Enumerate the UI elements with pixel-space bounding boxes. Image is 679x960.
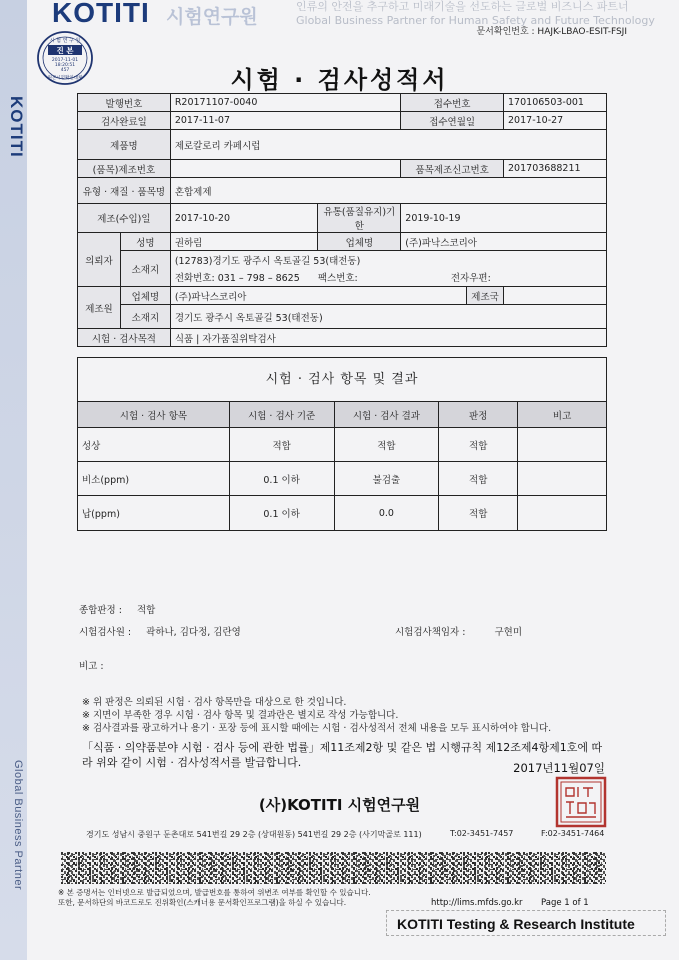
sidebar — [0, 0, 27, 960]
results-table — [77, 401, 607, 531]
results-title: 시험 · 검사 항목 및 결과 — [77, 357, 607, 401]
type-value: 혼합제제 — [170, 178, 606, 204]
complete-date-label: 검사완료일 — [78, 112, 171, 130]
report-no-label: 품목제조신고번호 — [401, 160, 504, 178]
testers-value: 곽하나, 김다정, 김란영 — [146, 627, 241, 638]
notes — [82, 696, 551, 735]
doc-confirm-label: 문서확인번호 : — [476, 27, 535, 37]
row-verdict: 적합 — [439, 496, 518, 531]
stamp-line-0: 시 험 연 구 원 — [49, 38, 81, 44]
row-item: 비소(ppm) — [78, 462, 230, 496]
row-result: 0.0 — [334, 496, 439, 531]
testers-label: 시험검사원 : — [79, 627, 132, 638]
receipt-date-label: 접수연월일 — [401, 112, 504, 130]
page-number: Page 1 of 1 — [541, 898, 589, 908]
logo-text: KOTITI — [52, 0, 150, 28]
mfg-no — [170, 160, 400, 178]
product-name-label: 제품명 — [78, 130, 171, 160]
client-company: (주)파낙스코리아 — [401, 233, 607, 251]
row-standard: 적합 — [229, 428, 334, 462]
tel: T:02-3451-7457 — [450, 829, 514, 838]
document-title: 시험 · 검사성적서 — [230, 66, 449, 94]
overall-value: 적합 — [136, 605, 156, 616]
product-name: 제로칼로리 카페시럽 — [170, 130, 606, 160]
client-contact — [170, 269, 606, 287]
col-verdict-header: 판정 — [439, 402, 518, 428]
purpose-label: 시험 · 검사목적 — [78, 329, 171, 347]
address: 경기도 성남시 중원구 둔촌대로 541번길 29 2층 (상대원동) 541번길 29 2층 (사기막골로 111) — [86, 830, 422, 839]
row-result: 적합 — [334, 428, 439, 462]
law-text: 「식품 · 의약품분야 시험 · 검사 등에 관한 법률」제11조제2항 및 같은 법 시행규칙 제12조제4항제1호에 따라 위와 같이 시험 · 검사성적서를 발급합니다. — [82, 741, 603, 769]
client-addr-label: 소재지 — [120, 251, 170, 287]
row-verdict: 적합 — [439, 428, 518, 462]
row-standard: 0.1 이하 — [229, 496, 334, 531]
results-header-row — [78, 402, 607, 428]
complete-date: 2017-11-07 — [170, 112, 400, 130]
purpose: 식품 | 자가품질위탁검사 — [170, 329, 606, 347]
slogan-en: Global Business Partner for Human Safety and Future Technology — [296, 14, 655, 27]
col-item-header: 시험 · 검사 항목 — [78, 402, 230, 428]
receipt-date: 2017-10-27 — [504, 112, 607, 130]
col-standard-header: 시험 · 검사 기준 — [229, 402, 334, 428]
client-fax: 팩스번호: — [317, 273, 358, 285]
doc-confirm-code: HAJK-LBAO-ESIT-FSJI — [537, 27, 627, 37]
expiry: 2019-10-19 — [401, 204, 607, 233]
overall-label: 종합판정 : — [79, 605, 122, 616]
stamp-line-2: 2017-11-01 — [51, 58, 79, 63]
stamp-line-5: 원본시험확인대체 — [47, 76, 83, 81]
official-seal — [555, 776, 607, 828]
manager — [395, 624, 522, 638]
maker-company: (주)파낙스코리아 — [170, 287, 466, 305]
col-note-header: 비고 — [518, 402, 607, 428]
manager-value: 구현미 — [494, 627, 523, 638]
footer-note-line: ※ 본 증명서는 인터넷으로 발급되었으며, 발급번호를 통하여 위변조 여부를 확인할 수 있습니다. — [58, 888, 371, 897]
verify-url[interactable]: http://lims.mfds.go.kr — [431, 898, 523, 908]
fax: F:02-3451-7464 — [541, 829, 605, 838]
table-row — [78, 428, 607, 462]
issue-no-label: 발행번호 — [78, 94, 171, 112]
report-no: 201703688211 — [504, 160, 607, 178]
expiry-label: 유통(품질유지)기한 — [318, 204, 401, 233]
manager-label: 시험검사책임자 : — [395, 627, 466, 638]
receipt-no-label: 접수번호 — [401, 94, 504, 112]
note-line: ※ 위 판정은 의뢰된 시험 · 검사 항목만을 대상으로 한 것입니다. — [82, 697, 347, 708]
client-label: 의뢰자 — [78, 233, 121, 287]
client-name: 권하림 — [170, 233, 318, 251]
mfg-date: 2017-10-20 — [170, 204, 318, 233]
row-standard: 0.1 이하 — [229, 462, 334, 496]
table-row — [78, 462, 607, 496]
testers — [79, 624, 241, 638]
maker-addr-label: 소재지 — [120, 305, 170, 329]
maker-label: 제조원 — [78, 287, 121, 329]
footer-note-line: 또한, 문서하단의 바코드로도 진위확인(스캐너용 문서확인프로그램)을 하실 수 있습니다. — [58, 898, 347, 907]
client-addr: (12783)경기도 광주시 옥토골길 53(태전동) — [170, 251, 606, 269]
row-note — [518, 428, 607, 462]
issue-date: 2017년11월07일 — [513, 761, 605, 775]
row-note — [518, 496, 607, 531]
maker-addr: 경기도 광주시 옥토골길 53(태전동) — [170, 305, 606, 329]
receipt-no: 170106503-001 — [504, 94, 607, 112]
doc-confirm — [476, 24, 627, 37]
maker-country-label: 제조국 — [467, 287, 504, 305]
row-note — [518, 462, 607, 496]
info-table — [77, 93, 607, 347]
row-item: 납(ppm) — [78, 496, 230, 531]
stamp-line-1: 진 본 — [56, 46, 74, 55]
row-verdict: 적합 — [439, 462, 518, 496]
stamp-line-4: 457 — [60, 68, 70, 73]
row-item: 성상 — [78, 428, 230, 462]
slogan-kr: 인류의 안전을 추구하고 미래기술을 선도하는 글로벌 비즈니스 파트너 — [296, 0, 629, 13]
mfg-no-label: (품목)제조번호 — [78, 160, 171, 178]
overall-verdict — [79, 602, 155, 616]
maker-country — [504, 287, 607, 305]
verification-barcode — [61, 852, 606, 884]
institute-name: (사)KOTITI 시험연구원 — [258, 796, 421, 814]
type-label: 유형 · 재질 · 품목명 — [78, 178, 171, 204]
note-line: ※ 검사결과를 광고하거나 용기 · 포장 등에 표시할 때에는 시험 · 검사성적서 전체 내용을 모두 표시하여야 합니다. — [82, 723, 552, 734]
footer-note — [58, 888, 398, 908]
footer-brand: KOTITI Testing & Research Institute — [386, 910, 666, 936]
client-phone: 전화번호: 031 – 798 – 8625 — [174, 273, 300, 285]
stamp-line-3: 18:20:51 — [54, 63, 76, 68]
note-line: ※ 지면이 부족한 경우 시험 · 검사 항목 및 결과란은 별지로 작성 가능합니다. — [82, 710, 399, 721]
row-result: 불검출 — [334, 462, 439, 496]
logo-kr: 시험연구원 — [166, 6, 258, 28]
mfg-date-label: 제조(수입)일 — [78, 204, 171, 233]
client-company-label: 업체명 — [318, 233, 401, 251]
issue-no: R20171107-0040 — [170, 94, 400, 112]
client-name-label: 성명 — [120, 233, 170, 251]
maker-company-label: 업체명 — [120, 287, 170, 305]
remarks-label: 비고 : — [79, 661, 104, 672]
client-email: 전자우편: — [450, 273, 491, 285]
sidebar-tagline: Global Business Partner — [12, 760, 24, 891]
col-result-header: 시험 · 검사 결과 — [334, 402, 439, 428]
table-row — [78, 496, 607, 531]
sidebar-brand: KOTITI — [7, 96, 26, 158]
